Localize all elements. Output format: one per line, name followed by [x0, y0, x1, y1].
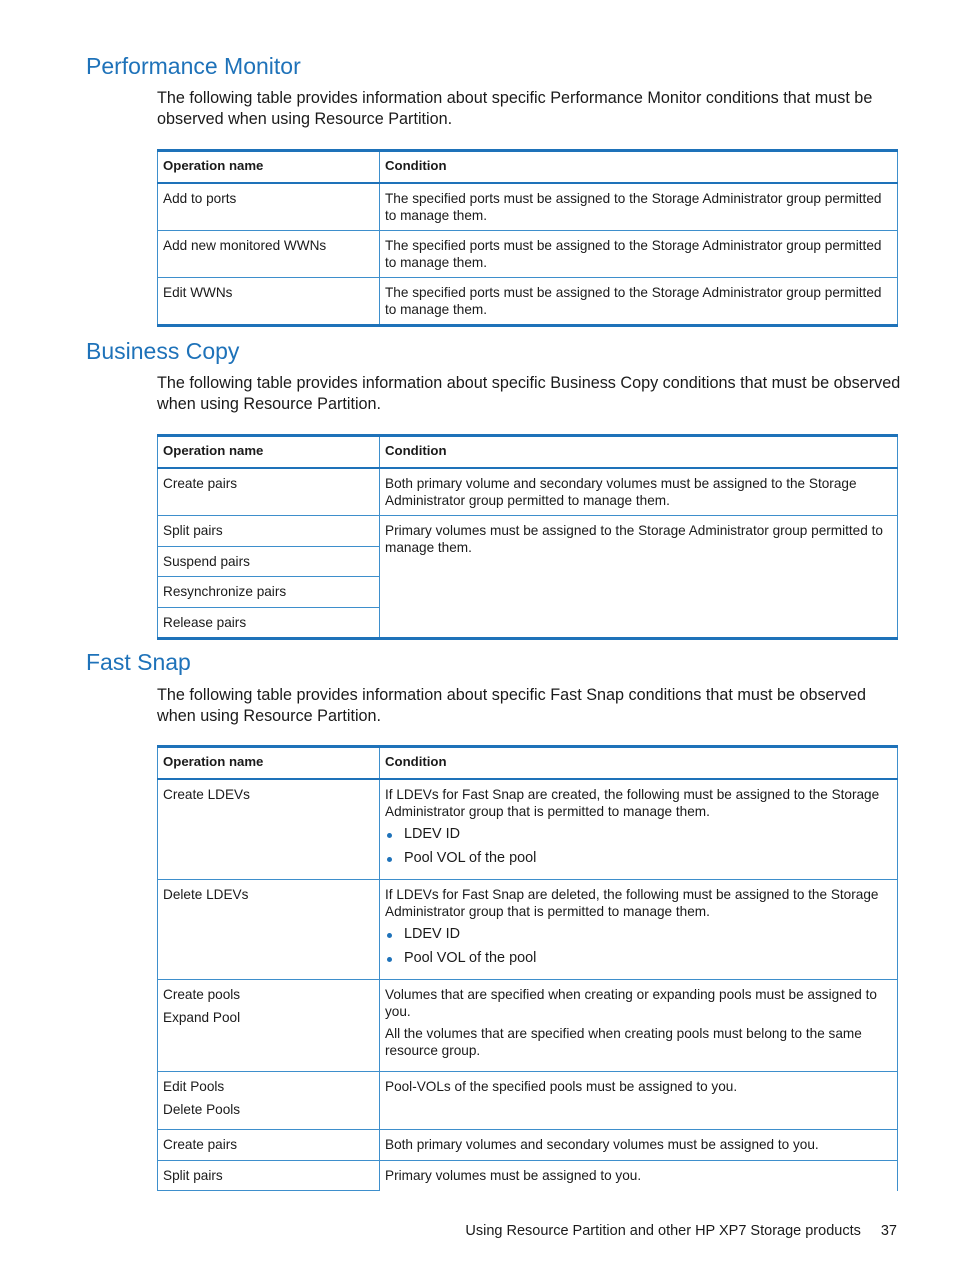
condition-text: If LDEVs for Fast Snap are deleted, the following must be assigned to the Storage Administrator group that is permitted to manage them.	[385, 887, 879, 919]
operation-cell: Create pairs	[158, 468, 380, 516]
operation-cell: Release pairs	[158, 607, 380, 639]
table-business-copy	[157, 434, 898, 640]
table-fast-snap	[157, 745, 898, 1191]
intro-business-copy: The following table provides information about specific Business Copy conditions that must be observed when using Resource Partition.	[157, 374, 901, 413]
condition-text: Volumes that are specified when creating or expanding pools must be assigned to you.	[385, 987, 877, 1019]
condition-text: All the volumes that are specified when creating pools must belong to the same resource group.	[385, 1026, 862, 1058]
table-row	[158, 1160, 898, 1191]
operation-cell: Create LDEVs	[158, 779, 380, 880]
list-item: LDEV ID	[385, 826, 892, 843]
table-row	[158, 779, 898, 880]
operation-cell: Split pairs	[158, 516, 380, 547]
column-header-condition: Condition	[380, 151, 898, 184]
operation-text: Expand Pool	[163, 1009, 241, 1025]
bullet-list	[385, 926, 892, 966]
condition-cell	[380, 980, 898, 1072]
operation-text: Edit Pools	[163, 1079, 225, 1094]
heading-business-copy: Business Copy	[86, 338, 240, 364]
condition-cell: The specified ports must be assigned to the Storage Administrator group permitted to manage them.	[380, 278, 898, 326]
condition-cell: Pool-VOLs of the specified pools must be assigned to you.	[380, 1072, 898, 1130]
list-item: Pool VOL of the pool	[385, 950, 892, 967]
heading-performance-monitor: Performance Monitor	[86, 53, 301, 79]
column-header-operation: Operation name	[158, 747, 380, 780]
operation-text: Delete Pools	[163, 1101, 241, 1117]
column-header-operation: Operation name	[158, 151, 380, 184]
operation-text: Create pools	[163, 987, 241, 1002]
operation-cell	[158, 1072, 380, 1130]
table-row	[158, 1130, 898, 1161]
table-row	[158, 468, 898, 516]
table-row	[158, 183, 898, 231]
table-row	[158, 1072, 898, 1130]
condition-cell: Primary volumes must be assigned to the Storage Administrator group permitted to manage them.	[380, 516, 898, 639]
condition-cell: Both primary volume and secondary volumes must be assigned to the Storage Administrator group permitted to manage them.	[380, 468, 898, 516]
condition-cell	[380, 779, 898, 880]
condition-cell	[380, 880, 898, 980]
condition-cell: The specified ports must be assigned to the Storage Administrator group permitted to manage them.	[380, 231, 898, 278]
table-row	[158, 231, 898, 278]
column-header-condition: Condition	[380, 747, 898, 780]
list-item: Pool VOL of the pool	[385, 850, 892, 867]
operation-cell: Create pairs	[158, 1130, 380, 1161]
operation-cell: Edit WWNs	[158, 278, 380, 326]
condition-cell: Both primary volumes and secondary volumes must be assigned to you.	[380, 1130, 898, 1161]
condition-cell: The specified ports must be assigned to the Storage Administrator group permitted to manage them.	[380, 183, 898, 231]
table-row	[158, 278, 898, 326]
bullet-list	[385, 826, 892, 866]
table-row	[158, 880, 898, 980]
intro-fast-snap: The following table provides information about specific Fast Snap conditions that must be observed when using Resource Partition.	[157, 686, 867, 725]
condition-cell: Primary volumes must be assigned to you.	[380, 1160, 898, 1191]
table-performance-monitor	[157, 149, 898, 327]
footer-title: Using Resource Partition and other HP XP7 Storage products	[465, 1223, 861, 1239]
heading-fast-snap: Fast Snap	[86, 649, 191, 675]
intro-performance-monitor: The following table provides information about specific Performance Monitor conditions that must be observed when using Resource Partition.	[157, 89, 873, 128]
column-header-condition: Condition	[380, 436, 898, 469]
table-row	[158, 516, 898, 547]
column-header-operation: Operation name	[158, 436, 380, 469]
operation-cell: Suspend pairs	[158, 546, 380, 577]
operation-cell	[158, 980, 380, 1072]
page-footer	[465, 1223, 897, 1239]
operation-cell: Split pairs	[158, 1160, 380, 1191]
list-item: LDEV ID	[385, 926, 892, 943]
page-number: 37	[880, 1223, 897, 1239]
operation-cell: Delete LDEVs	[158, 880, 380, 980]
operation-cell: Add new monitored WWNs	[158, 231, 380, 278]
operation-cell: Add to ports	[158, 183, 380, 231]
operation-cell: Resynchronize pairs	[158, 577, 380, 608]
table-row	[158, 980, 898, 1072]
condition-text: If LDEVs for Fast Snap are created, the following must be assigned to the Storage Administrator group that is permitted to manage them.	[385, 787, 880, 819]
